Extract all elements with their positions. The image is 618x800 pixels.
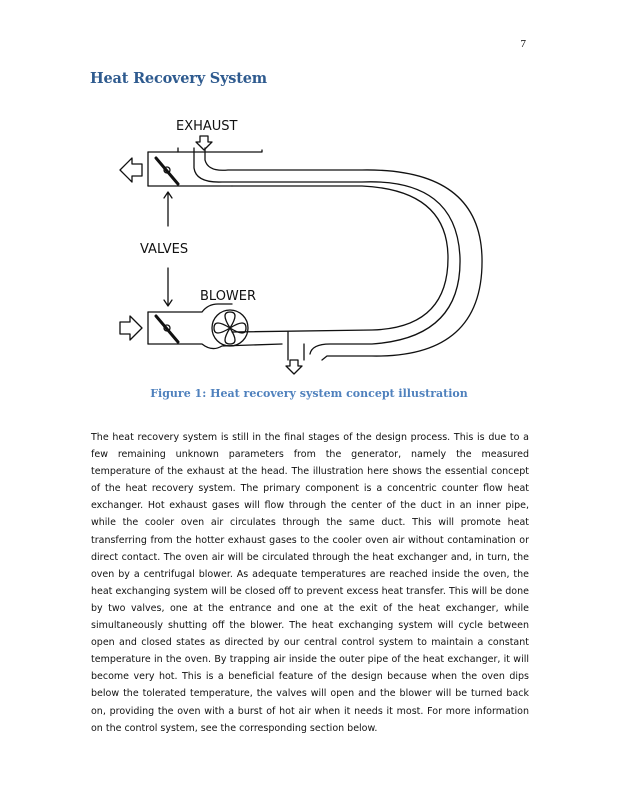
heat-recovery-diagram bbox=[112, 108, 492, 380]
bottom-valve bbox=[156, 316, 178, 342]
bottom-duct-lower bbox=[148, 344, 282, 349]
figure-caption: Figure 1: Heat recovery system concept illustration bbox=[150, 387, 468, 400]
exhaust-inlet-arrow bbox=[196, 136, 212, 150]
top-valve bbox=[156, 158, 178, 184]
body-paragraph: The heat recovery system is still in the final stages of the design process. This is due to a few remaining unknown parameters from the generator, namely the measured temperature of the exhaust at the head. The illustration here shows the essential concept of the heat recovery system. The primary component is a concentric counter flow heat exchanger. Hot exhaust gases will flow through the center of the duct in an inner pipe, while the cooler oven air circulates through the same duct. This will promote heat transferring from the hotter exhaust gases to the cooler oven air without contamination or direct contact. The oven air will be circulated through the heat exchanger and, in turn, the oven by a centrifugal blower. As adequate temperatures are reached inside the oven, the heat exchanging system will be closed off to prevent excess heat transfer. This will be done by two valves, one at the entrance and one at the exit of the heat exchanger, while simultaneously shutting off the blower. The heat exchanging system will cycle between open and closed states as directed by our central control system to maintain a constant temperature in the oven. By trapping air inside the outer pipe of the heat exchanger, it will become very hot. This is a beneficial feature of the design because when the oven dips below the tolerated temperature, the valves will open and the blower will be turned back on, providing the oven with a burst of hot air when it needs it most. For more information on the control system, see the corresponding section below. bbox=[91, 432, 529, 734]
blower-label: BLOWER bbox=[200, 289, 257, 304]
bottom-exit-stub bbox=[288, 332, 304, 360]
blower-icon bbox=[212, 310, 248, 346]
valves-indicator-line-down bbox=[164, 268, 172, 306]
bottom-exit-arrow bbox=[286, 360, 302, 374]
top-outlet-arrow bbox=[120, 158, 142, 182]
u-pipe-inner bbox=[232, 186, 448, 332]
valves-label: VALVES bbox=[140, 242, 189, 257]
section-heading: Heat Recovery System bbox=[90, 70, 267, 87]
heat-recovery-figure bbox=[112, 108, 492, 380]
bottom-duct-upper bbox=[148, 304, 232, 312]
page-number: 7 bbox=[520, 38, 526, 50]
valves-indicator-line-up bbox=[164, 192, 172, 226]
exhaust-label: EXHAUST bbox=[176, 119, 238, 134]
bottom-inlet-arrow bbox=[120, 316, 142, 340]
